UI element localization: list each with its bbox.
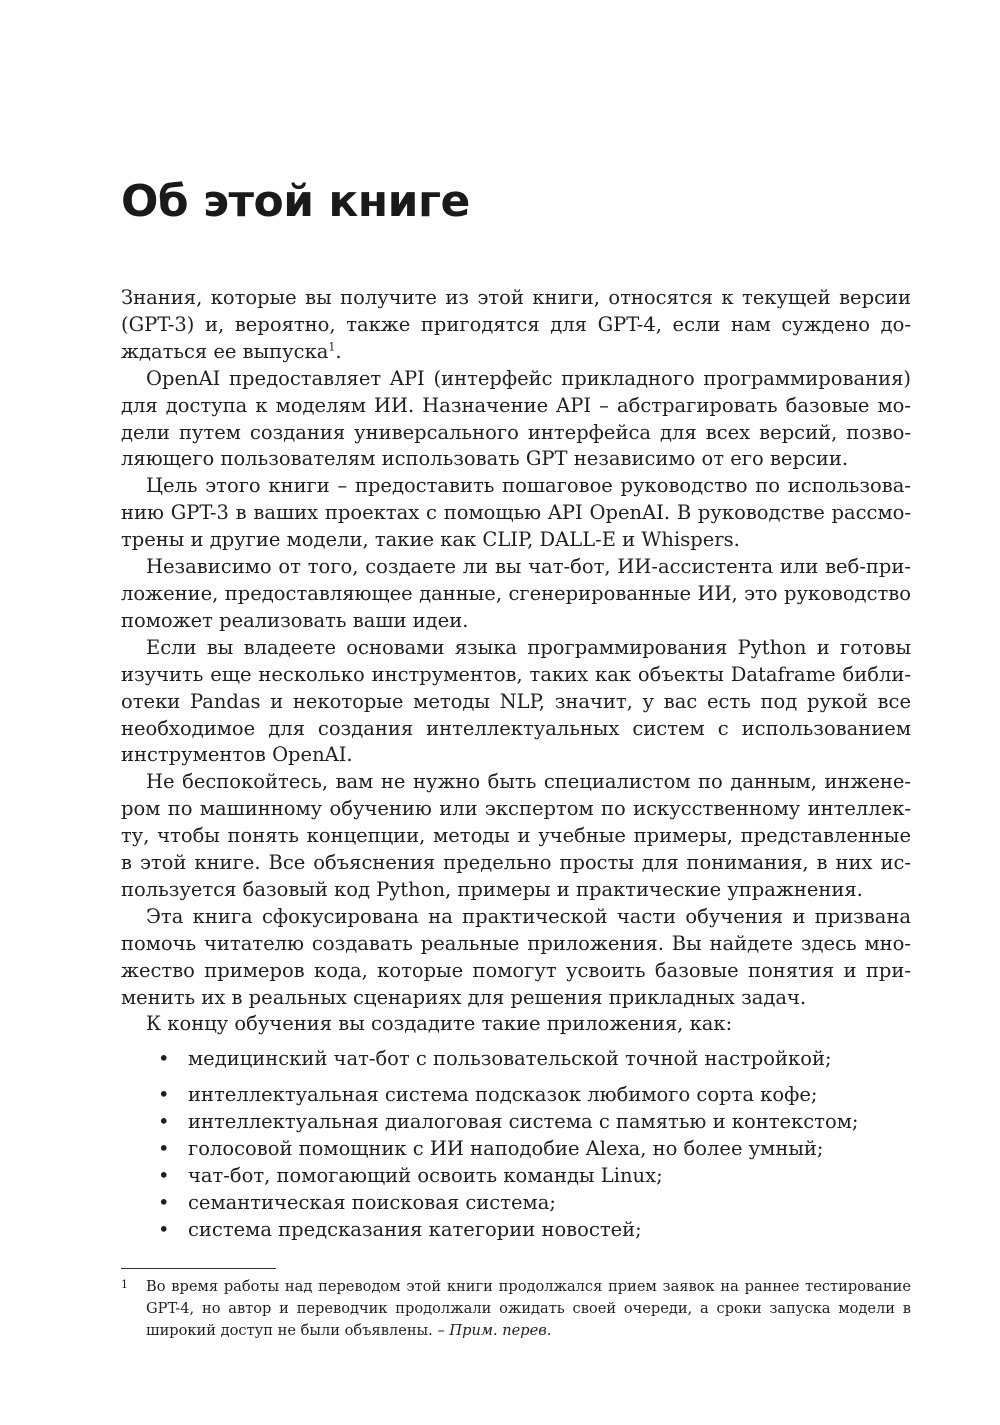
list-item bbox=[121, 1190, 911, 1217]
bullet-icon: • bbox=[158, 1047, 170, 1071]
list-item-text: система предсказания категории новостей; bbox=[188, 1217, 642, 1241]
footnote-divider bbox=[121, 1268, 276, 1269]
translator-note: Прим. перев. bbox=[449, 1322, 552, 1339]
footnote-reference[interactable]: 1 bbox=[328, 340, 336, 354]
list-item bbox=[121, 1163, 911, 1190]
paragraph-end: . bbox=[335, 339, 342, 363]
footnote-text: Во время работы над переводом этой книги продолжался прием заявок на раннее тестирование GPT-4, но автор и переводчик продолжали ожидать своей очереди, а сроки запуска модели в широкий доступ не были объявлены. – bbox=[146, 1278, 911, 1339]
paragraph bbox=[121, 285, 911, 366]
list-item bbox=[121, 1046, 911, 1073]
list-item-text: интеллектуальная диалоговая система с памятью и контекстом; bbox=[188, 1110, 859, 1134]
paragraph: Если вы владеете основами языка программирования Python и готовы изучить еще несколько инструментов, таких как объекты Dataframe библиотеки Pandas и некоторые методы NLP, значит, у вас есть под рукой все необходимое для создания интеллектуальных систем с использованием инструментов OpenAI. bbox=[121, 635, 911, 767]
paragraph: Цель этого книги – предоставить пошаговое руководство по использованию GPT-3 в ваших проектах с помощью API OpenAI. В руководстве рассмотрены и другие модели, такие как CLIP, DALL-E и Whispers. bbox=[121, 474, 911, 552]
footnote bbox=[121, 1276, 911, 1342]
bullet-icon: • bbox=[158, 1217, 170, 1241]
list-item bbox=[121, 1082, 911, 1109]
chapter-title: Об этой книге bbox=[121, 176, 470, 227]
paragraph: К концу обучения вы создадите такие приложения, как: bbox=[146, 1012, 733, 1036]
footnote-body bbox=[146, 1276, 911, 1342]
paragraph: Не беспокойтесь, вам не нужно быть специалистом по данным, инженером по машинному обучению или экспертом по искусственному интеллекту, чтобы понять концепции, методы и учебные примеры, представленные в этой книге. Все объяснения предельно просты для понимания, в них используется базовый код Python, примеры и практические упражнения. bbox=[121, 770, 911, 901]
list-item bbox=[121, 1136, 911, 1163]
bullet-icon: • bbox=[158, 1164, 170, 1187]
paragraph-text: Знания, которые вы получите из этой книги, относятся к текущей версии (GPT-3) и, вероятно, также пригодятся для GPT-4, если нам суждено дождаться ее выпуска bbox=[121, 286, 911, 363]
paragraph: Независимо от того, создаете ли вы чат-бот, ИИ-ассистента или веб-приложение, предоставляющее данные, сгенерированные ИИ, это руководство поможет реализовать ваши идеи. bbox=[121, 555, 911, 632]
paragraph: OpenAI предоставляет API (интерфейс прикладного программирования) для доступа к моделям ИИ. Назначение API – абстрагировать базовые модели путем создания универсального интерфейса для всех версий, позволяющего пользователям использовать GPT независимо от его версии. bbox=[121, 366, 911, 471]
list-item bbox=[121, 1217, 911, 1244]
paragraph: Эта книга сфокусирована на практической части обучения и призвана помочь читателю создавать реальные приложения. Вы найдете здесь множество примеров кода, которые помогут усвоить базовые понятия и применить их в реальных сценариях для решения прикладных задач. bbox=[121, 904, 911, 1009]
footnote-mark: 1 bbox=[121, 1278, 128, 1291]
list-item bbox=[121, 1109, 911, 1136]
list-item-text: интеллектуальная система подсказок любимого сорта кофе; bbox=[188, 1083, 818, 1107]
list-item-text: чат-бот, помогающий освоить команды Linux; bbox=[188, 1164, 663, 1187]
chapter-body bbox=[121, 285, 911, 1244]
list-item-text: медицинский чат-бот с пользовательской точной настройкой; bbox=[188, 1047, 832, 1071]
list-item-text: голосовой помощник с ИИ наподобие Alexa, но более умный; bbox=[188, 1137, 824, 1161]
bullet-icon: • bbox=[158, 1137, 170, 1161]
bullet-icon: • bbox=[158, 1083, 170, 1107]
bullet-icon: • bbox=[158, 1190, 170, 1214]
list-item-text: семантическая поисковая система; bbox=[188, 1190, 556, 1214]
application-list bbox=[121, 1046, 911, 1243]
bullet-icon: • bbox=[158, 1110, 170, 1134]
